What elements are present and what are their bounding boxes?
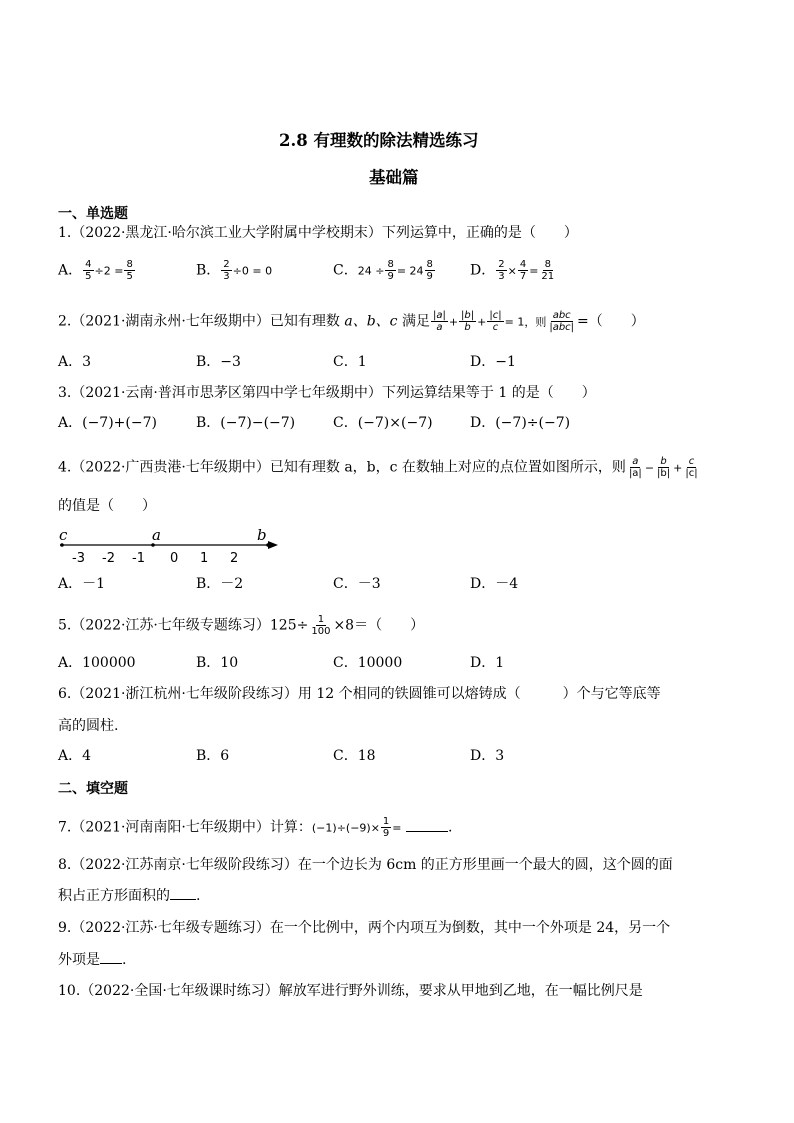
q3-option-d[interactable]: D．(−7)÷(−7): [470, 415, 571, 431]
q5-option-c[interactable]: C．10000: [333, 655, 403, 671]
question-6-line2: 高的圆柱.: [58, 718, 119, 734]
label-b: b: [257, 528, 267, 544]
q8-answer-blank[interactable]: [170, 887, 196, 900]
section-heading-fill: 二、填空题: [58, 781, 128, 797]
q2-option-c[interactable]: C．1: [333, 354, 367, 370]
q4-option-c[interactable]: C．－3: [333, 576, 381, 592]
question-2: 2.（2021·湖南永州·七年级期中）已知有理数 a、b、c 满足 $\frac{|a|}{a}$ + $\frac{|b|}{b}$ + $\frac{|c|}{c}$ = 1，则 $\frac{\text{abc}}{\text{|abc|}}$ =（ ）: [58, 310, 645, 333]
q2-option-d[interactable]: D．−1: [470, 354, 516, 370]
tick-label: -3: [72, 551, 85, 566]
question-4: 4.（2022·广西贵港·七年级期中）已知有理数 a，b，c 在数轴上对应的点位置如图所示，则 $\frac{a}{|a|}$ − $\frac{b}{|b|}$ + $\frac{c}{|c|}$: [58, 456, 698, 479]
question-9-line2: 外项是 .: [58, 952, 127, 968]
tick-label: 1: [200, 551, 209, 566]
q6-option-a[interactable]: A．4: [58, 748, 92, 764]
question-3: 3.（2021·云南·普洱市思茅区第四中学七年级期中）下列运算结果等于 1 的是（ ）: [58, 385, 596, 401]
q6-option-d[interactable]: D．3: [470, 748, 505, 764]
question-9: 9.（2022·江苏·七年级专题练习）在一个比例中，两个内项互为倒数，其中一个外项是 24，另一个: [58, 920, 671, 936]
q5-option-a[interactable]: A．100000: [58, 655, 136, 671]
q1-option-b[interactable]: B． $\frac{2}{3}$ ÷0 = 0: [196, 259, 273, 282]
question-10: 10.（2022·全国·七年级课时练习）解放军进行野外训练，要求从甲地到乙地，在一幅比例尺是: [58, 983, 643, 999]
q9-answer-blank[interactable]: [100, 951, 122, 964]
question-1: 1.（2022·黑龙江·哈尔滨工业大学附属中学校期末）下列运算中，正确的是（ ）: [58, 225, 578, 241]
tick-label: -1: [132, 551, 145, 566]
section-heading-choice: 一、单选题: [58, 206, 128, 222]
q3-option-b[interactable]: B．(−7)−(−7): [196, 415, 296, 431]
q6-option-c[interactable]: C．18: [333, 748, 376, 764]
q1-option-d[interactable]: D． $\frac{2}{3}$ × $\frac{4}{7}$ = $\frac{8}{21}$: [470, 259, 555, 282]
question-6: 6.（2021·浙江杭州·七年级阶段练习）用 12 个相同的铁圆锥可以熔铸成（ ）个与它等底等: [58, 686, 661, 702]
question-4-line2: 的值是（ ）: [58, 498, 156, 514]
label-c: c: [59, 528, 68, 544]
q2-option-a[interactable]: A．3: [58, 354, 92, 370]
label-a: a: [152, 528, 161, 544]
question-8-line2: 积占正方形面积的 .: [58, 888, 201, 904]
tick-label: -2: [102, 551, 115, 566]
question-7: 7.（2021·河南南阳·七年级期中）计算：(−1)÷(−9)× $\frac{1}{9}$ = .: [58, 816, 453, 839]
q4-option-a[interactable]: A．－1: [58, 576, 106, 592]
q1-option-c[interactable]: C．24 ÷ $\frac{8}{9}$ = 24 $\frac{8}{9}$: [333, 259, 433, 282]
q1-option-a[interactable]: A． $\frac{4}{5}$ ÷2 = $\frac{8}{5}$: [58, 259, 133, 282]
q5-option-d[interactable]: D．1: [470, 655, 505, 671]
q7-answer-blank[interactable]: [406, 819, 448, 832]
page-subtitle: 基础篇: [369, 168, 419, 187]
point-b: [266, 543, 270, 547]
q6-option-b[interactable]: B．6: [196, 748, 230, 764]
q4-option-d[interactable]: D．－4: [470, 576, 519, 592]
question-5: 5.（2022·江苏·七年级专题练习）125÷ $\frac{1}{100}$ ×8＝（ ）: [58, 614, 425, 637]
q3-option-a[interactable]: A．(−7)+(−7): [58, 415, 157, 431]
q3-option-c[interactable]: C．(−7)×(−7): [333, 415, 433, 431]
q4-option-b[interactable]: B．－2: [196, 576, 244, 592]
q2-option-b[interactable]: B．−3: [196, 354, 241, 370]
q5-option-b[interactable]: B．10: [196, 655, 239, 671]
number-line-figure: [56, 528, 286, 568]
tick-label: 2: [230, 551, 239, 566]
tick-label: 0: [170, 551, 179, 566]
page-title: 2.8 有理数的除法精选练习: [279, 131, 479, 150]
question-8: 8.（2022·江苏南京·七年级阶段练习）在一个边长为 6cm 的正方形里画一个最大的圆，这个圆的面: [58, 857, 673, 873]
